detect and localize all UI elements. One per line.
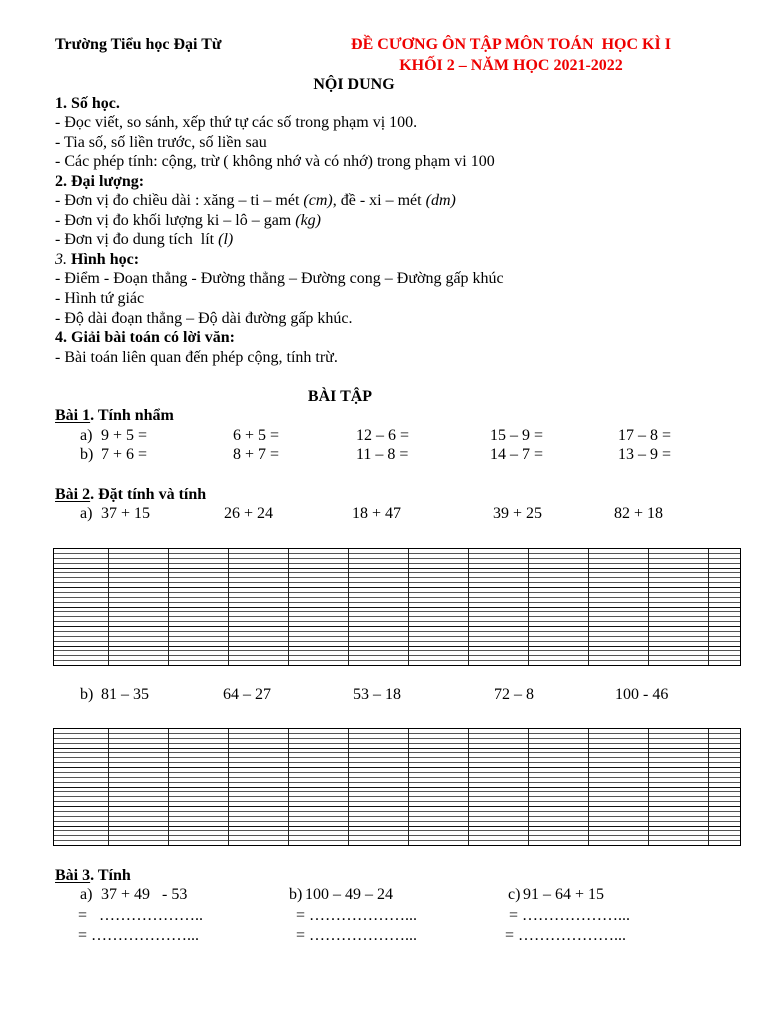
column-calc-item: 82 + 18 <box>614 505 664 522</box>
row-label: b) <box>80 686 94 703</box>
problem-label: c) <box>508 886 521 903</box>
column-calc-item: 100 - 46 <box>615 686 669 703</box>
section-1-title: 1. Số học. <box>55 95 120 112</box>
unit-dm: (dm) <box>425 192 456 209</box>
problem-expression: 100 – 49 – 24 <box>305 886 393 903</box>
problem-label: a) <box>80 886 93 903</box>
mental-math-item: 8 + 7 = <box>233 446 280 463</box>
exercise-3-heading <box>55 866 131 886</box>
mental-math-item: 13 – 9 = <box>618 446 672 463</box>
column-calc-item: 81 – 35 <box>101 686 149 703</box>
section-1-item: - Các phép tính: cộng, trừ ( không nhớ và có nhớ) trong phạm vi 100 <box>55 153 495 170</box>
column-calc-item: 53 – 18 <box>353 686 401 703</box>
answer-step: = ………………... <box>505 927 627 944</box>
unit-cm: (cm) <box>303 192 333 209</box>
document-title: ĐỀ CƯƠNG ÔN TẬP MÔN TOÁN HỌC KÌ I <box>351 36 671 53</box>
row-label: b) <box>80 446 94 463</box>
answer-step: = ………………... <box>296 927 418 944</box>
exercise-1-heading <box>55 406 174 426</box>
document-subtitle: KHỐI 2 – NĂM HỌC 2021-2022 <box>399 57 623 74</box>
exercise-2-label: Bài 2 <box>55 486 91 503</box>
mental-math-item: 11 – 8 = <box>356 446 409 463</box>
school-name: Trường Tiểu học Đại Từ <box>55 36 222 53</box>
unit-l: (l) <box>218 231 234 248</box>
section-3-title-text: Hình học: <box>71 251 140 268</box>
mental-math-item: 9 + 5 = <box>101 427 148 444</box>
exercises-heading: BÀI TẬP <box>307 388 373 405</box>
section-4-item: - Bài toán liên quan đến phép cộng, tính trừ. <box>55 349 338 366</box>
section-1-item: - Đọc viết, so sánh, xếp thứ tự các số trong phạm vị 100. <box>55 114 418 131</box>
exercise-3-title: . Tính <box>90 867 131 884</box>
length-text-2: , đề - xi – mét <box>332 192 426 209</box>
mass-text: - Đơn vị đo khối lượng ki – lô – gam <box>55 212 296 229</box>
length-text: - Đơn vị đo chiều dài : xăng – ti – mét <box>55 192 304 209</box>
section-4-title: 4. Giải bài toán có lời văn: <box>55 329 235 346</box>
working-grid-b <box>53 728 741 846</box>
column-calc-item: 37 + 15 <box>101 505 151 522</box>
section-3-item: - Hình tứ giác <box>55 290 145 307</box>
unit-kg: (kg) <box>295 212 322 229</box>
capacity-text: - Đơn vị đo dung tích lít <box>55 231 219 248</box>
column-calc-item: 18 + 47 <box>352 505 402 522</box>
problem-expression: 37 + 49 - 53 <box>101 886 188 903</box>
exercise-1-label: Bài 1 <box>55 407 91 424</box>
row-label: a) <box>80 427 93 444</box>
column-calc-item: 64 – 27 <box>223 686 271 703</box>
section-3-title <box>55 250 139 270</box>
column-calc-item: 39 + 25 <box>493 505 543 522</box>
section-2-title: 2. Đại lượng: <box>55 173 145 190</box>
section-2-length-item <box>55 191 456 211</box>
exercise-2-heading <box>55 485 206 505</box>
working-grid-a <box>53 548 741 666</box>
mental-math-item: 14 – 7 = <box>490 446 544 463</box>
column-calc-item: 72 – 8 <box>494 686 534 703</box>
mental-math-item: 12 – 6 = <box>356 427 410 444</box>
answer-step: = ………………... <box>296 907 418 924</box>
exercise-2-title: . Đặt tính và tính <box>90 486 207 503</box>
answer-step: = ………………... <box>78 927 200 944</box>
mental-math-item: 17 – 8 = <box>618 427 672 444</box>
mental-math-item: 15 – 9 = <box>490 427 544 444</box>
column-calc-item: 26 + 24 <box>224 505 274 522</box>
section-1-item: - Tia số, số liền trước, số liền sau <box>55 134 267 151</box>
content-heading: NỘI DUNG <box>313 76 395 93</box>
answer-step: = ……………….. <box>78 907 204 924</box>
answer-step: = ………………... <box>509 907 631 924</box>
problem-label: b) <box>289 886 303 903</box>
row-label: a) <box>80 505 93 522</box>
problem-expression: 91 – 64 + 15 <box>523 886 605 903</box>
section-3-item: - Độ dài đoạn thẳng – Độ dài đường gấp khúc. <box>55 310 353 327</box>
mental-math-item: 6 + 5 = <box>233 427 280 444</box>
section-3-number: 3. <box>55 251 67 268</box>
section-2-capacity-item <box>55 230 233 250</box>
section-3-item: - Điểm - Đoạn thẳng - Đường thẳng – Đường cong – Đường gấp khúc <box>55 270 504 287</box>
mental-math-item: 7 + 6 = <box>101 446 148 463</box>
exercise-3-label: Bài 3 <box>55 867 91 884</box>
section-2-mass-item <box>55 211 321 231</box>
exercise-1-title: . Tính nhẩm <box>90 407 174 424</box>
